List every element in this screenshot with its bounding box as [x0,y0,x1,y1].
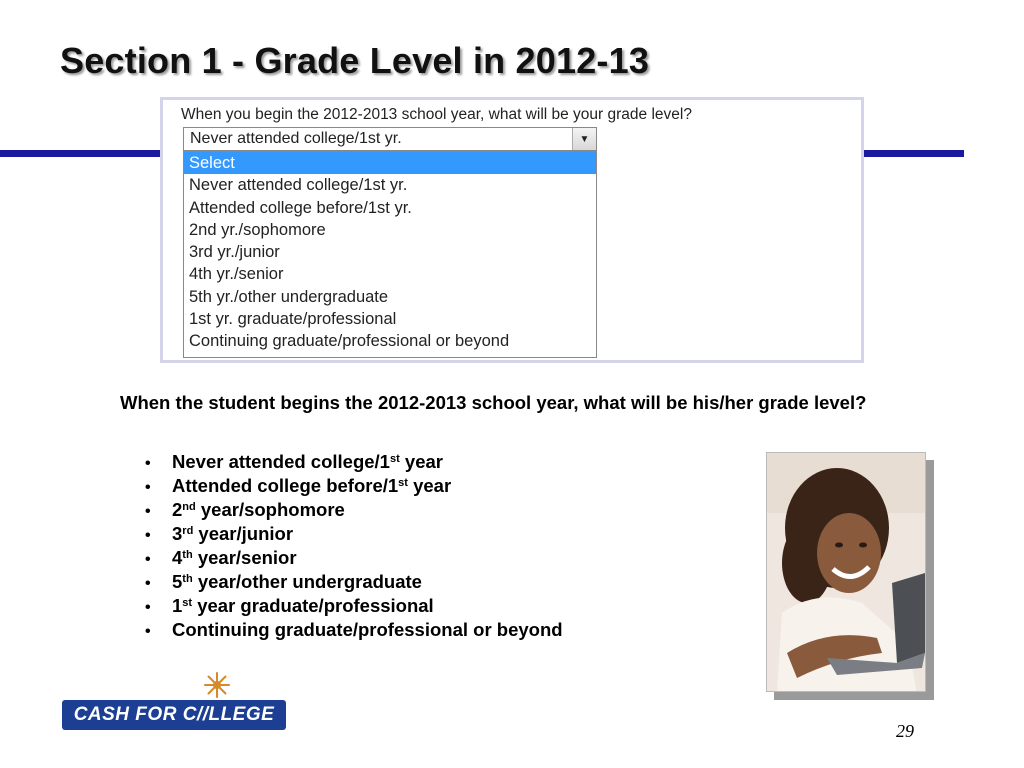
answer-text: 2 [172,499,183,520]
option-select[interactable]: Select [184,152,596,174]
student-laptop-illustration [767,453,926,692]
answer-ordinal: st [182,597,193,609]
logo-wordmark: CASH FOR C//LLEGE [62,700,286,730]
list-item [145,546,563,570]
option-senior[interactable]: 4th yr./senior [189,265,284,284]
bullet: • [145,527,151,544]
option-junior[interactable]: 3rd yr./junior [189,243,280,262]
answer-text-suffix: year/sophomore [195,499,345,520]
answer-ordinal: th [182,549,193,561]
answer-ordinal: rd [182,525,194,537]
bullet: • [145,551,151,568]
option-sophomore[interactable]: 2nd yr./sophomore [189,220,326,239]
answer-text: Continuing graduate/professional or beyond [172,619,563,640]
grade-level-options [183,151,597,358]
answer-ordinal: st [398,477,408,489]
answer-ordinal: nd [182,501,196,513]
bullet: • [145,575,151,592]
option-graduate-first[interactable]: 1st yr. graduate/professional [189,310,397,329]
list-item [145,570,563,594]
answer-text: Attended college before/1 [172,475,399,496]
answer-text-suffix: year/other undergraduate [192,571,422,592]
bullet: • [145,623,151,640]
answer-text-suffix: year graduate/professional [192,595,434,616]
select-current-value: Never attended college/1st yr. [190,130,402,147]
list-item [145,522,563,546]
page-number: 29 [896,721,914,741]
answer-text: 5 [172,571,183,592]
chevron-down-icon[interactable]: ▼ [572,128,596,150]
option-never-attended[interactable]: Never attended college/1st yr. [189,176,408,195]
option-attended-before[interactable]: Attended college before/1st yr. [189,198,412,217]
form-screenshot-panel [160,97,864,363]
answer-ordinal: st [389,453,400,465]
option-fifth-year[interactable]: 5th yr./other undergraduate [189,287,389,306]
list-item [145,474,563,498]
body-question: When the student begins the 2012-2013 school year, what will be his/her grade level? [120,392,867,413]
list-item [145,450,563,474]
star-burst-icon [204,672,230,698]
answer-text-suffix: year/senior [192,547,297,568]
student-photo [766,452,926,692]
answer-text: Never attended college/1 [172,451,390,472]
bullet: • [145,479,151,496]
title-rule-left [0,150,162,157]
title-rule-right [864,150,964,157]
list-item [145,618,563,642]
list-item [145,594,563,618]
form-question-label: When you begin the 2012-2013 school year, what will be your grade level? [181,106,692,123]
slide-title: Section 1 - Grade Level in 2012-13 [60,40,650,81]
bullet: • [145,503,151,520]
option-continuing-graduate[interactable]: Continuing graduate/professional or beyond [189,332,510,351]
cash-for-college-logo [62,672,286,730]
bullet: • [145,455,151,472]
grade-level-select[interactable] [183,127,597,151]
answer-text-suffix: year/junior [193,523,294,544]
answer-text: 1 [172,595,183,616]
answer-text: 4 [172,547,183,568]
list-item [145,498,563,522]
answer-ordinal: th [182,573,193,585]
answer-text: 3 [172,523,183,544]
answer-list [145,450,563,642]
answer-text-suffix: year [407,475,452,496]
bullet: • [145,599,151,616]
answer-text-suffix: year [399,451,443,472]
